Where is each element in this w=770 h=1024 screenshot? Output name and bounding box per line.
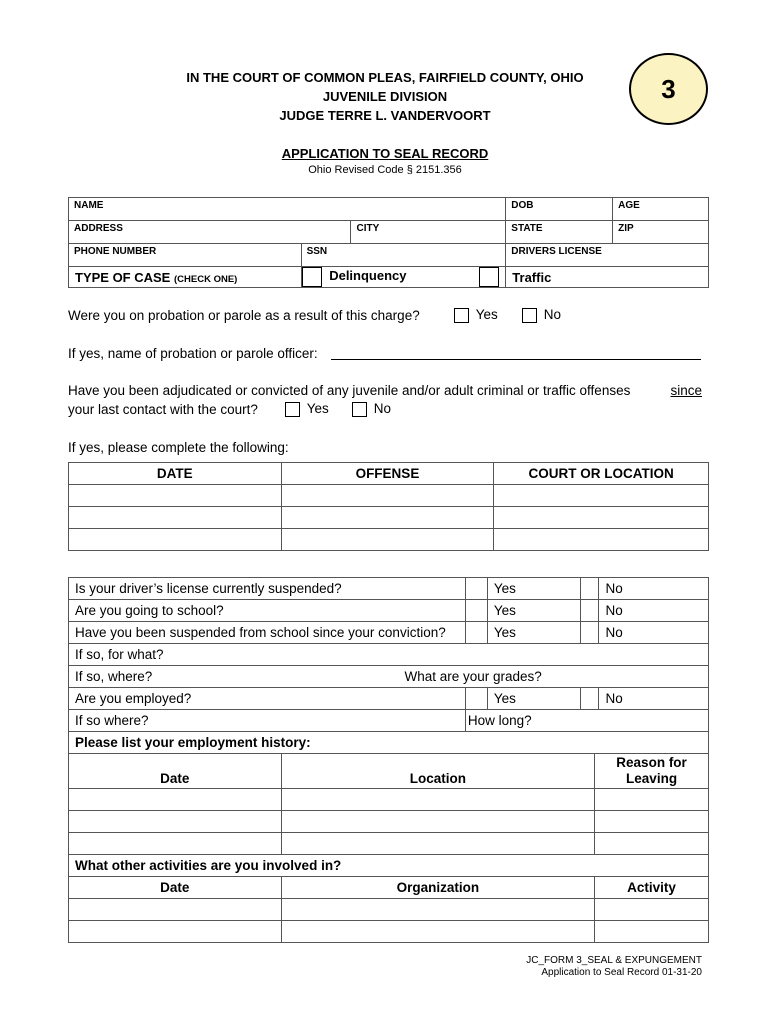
adjudicated-yes-checkbox[interactable] [285,402,300,417]
table-cell[interactable] [494,485,709,507]
school-yes-checkbox[interactable] [465,600,487,622]
employed-no-checkbox[interactable] [581,688,599,710]
table-cell[interactable] [69,833,282,855]
ssn-field[interactable]: SSN [301,244,506,267]
zip-field[interactable]: ZIP [613,221,709,244]
form-number-badge: 3 [629,53,708,125]
school-no-checkbox[interactable] [581,600,599,622]
emp-col-location: Location [281,754,595,789]
employment-history-heading: Please list your employment history: [69,732,709,754]
court-heading: IN THE COURT OF COMMON PLEAS, FAIRFIELD COUNTY, OHIO [186,70,584,85]
suspended-no-label: No [599,622,709,644]
school-suspended-question: Have you been suspended from school since your conviction? [69,622,466,644]
type-of-case-label: TYPE OF CASE (CHECK ONE) [69,267,302,288]
city-field[interactable]: CITY [351,221,506,244]
probation-yes-option[interactable]: Yes [454,307,498,323]
employment-table [68,753,709,943]
table-cell[interactable] [281,833,595,855]
table-cell[interactable] [494,507,709,529]
school-where-label: If so, where? [75,669,153,684]
table-row [69,789,709,811]
license-no-label: No [599,578,709,600]
license-yes-label: Yes [487,578,581,600]
delinquency-checkbox[interactable] [302,267,322,287]
school-yes-label: Yes [487,600,581,622]
table-cell[interactable] [69,485,282,507]
probation-yes-checkbox[interactable] [454,308,469,323]
adjudicated-question: Have you been adjudicated or convicted of any juvenile and/or adult criminal or traffic offenses since [68,383,702,398]
age-field[interactable]: AGE [613,198,709,221]
adjudicated-no-option[interactable]: No [352,401,391,417]
table-cell[interactable] [69,507,282,529]
table-cell[interactable] [595,789,709,811]
probation-no-checkbox[interactable] [522,308,537,323]
table-row [69,899,709,921]
act-col-organization: Organization [281,877,595,899]
table-cell[interactable] [281,529,494,551]
for-what-field[interactable]: If so, for what? [69,644,709,666]
table-row [69,833,709,855]
table-cell[interactable] [281,811,595,833]
probation-question: Were you on probation or parole as a result of this charge? [68,308,420,323]
adjudicated-yes-option[interactable]: Yes [285,401,329,417]
footer-form-id: JC_FORM 3_SEAL & EXPUNGEMENT [526,955,702,966]
table-cell[interactable] [281,789,595,811]
employed-question: Are you employed? [69,688,466,710]
form-title: APPLICATION TO SEAL RECORD [281,146,489,161]
emp-col-date: Date [69,754,282,789]
license-yes-checkbox[interactable] [465,578,487,600]
suspended-yes-checkbox[interactable] [465,622,487,644]
table-row [69,485,709,507]
table-cell[interactable] [595,833,709,855]
table-cell[interactable] [69,529,282,551]
officer-label: If yes, name of probation or parole officer: [68,346,318,361]
name-field[interactable]: NAME [69,198,506,221]
officer-name-line[interactable] [331,344,701,360]
traffic-checkbox[interactable] [479,267,499,287]
form-subtitle: Ohio Revised Code § 2151.356 [308,164,462,176]
address-field[interactable]: ADDRESS [69,221,351,244]
school-question: Are you going to school? [69,600,466,622]
table-row [69,529,709,551]
col-offense: OFFENSE [281,463,494,485]
phone-field[interactable]: PHONE NUMBER [69,244,302,267]
col-court-location: COURT OR LOCATION [494,463,709,485]
activities-heading: What other activities are you involved in? [69,855,709,877]
delinquency-option[interactable]: Delinquency [301,267,506,288]
table-cell[interactable] [69,899,282,921]
table-row [69,921,709,943]
table-cell[interactable] [494,529,709,551]
emp-col-reason: Reason for Leaving [595,754,709,789]
footer-form-date: Application to Seal Record 01-31-20 [541,967,702,978]
table-cell[interactable] [69,789,282,811]
adjudicated-no-checkbox[interactable] [352,402,367,417]
school-where-row[interactable] [69,666,709,688]
grades-label: What are your grades? [404,669,542,684]
table-row [69,811,709,833]
act-col-activity: Activity [595,877,709,899]
division-heading: JUVENILE DIVISION [322,89,448,104]
offense-table [68,462,709,551]
suspended-no-checkbox[interactable] [581,622,599,644]
suspended-yes-label: Yes [487,622,581,644]
drivers-license-field[interactable]: DRIVERS LICENSE [506,244,709,267]
complete-instruction: If yes, please complete the following: [68,440,289,455]
table-cell[interactable] [69,921,282,943]
col-date: DATE [69,463,282,485]
dob-field[interactable]: DOB [506,198,613,221]
probation-no-option[interactable]: No [522,307,561,323]
table-cell[interactable] [595,899,709,921]
traffic-option[interactable]: Traffic [506,267,709,288]
judge-heading: JUDGE TERRE L. VANDERVOORT [279,108,491,123]
adjudicated-question-cont: your last contact with the court? [68,402,258,417]
state-field[interactable]: STATE [506,221,613,244]
table-cell[interactable] [281,899,595,921]
work-where-field[interactable]: If so where? [69,710,466,732]
table-row [69,507,709,529]
details-table [68,577,709,754]
table-cell[interactable] [69,811,282,833]
personal-info-table [68,197,709,288]
employed-no-label: No [599,688,709,710]
employed-yes-label: Yes [487,688,581,710]
how-long-field[interactable]: How long? [465,710,708,732]
act-col-date: Date [69,877,282,899]
table-cell[interactable] [595,811,709,833]
table-cell[interactable] [281,507,494,529]
table-cell[interactable] [281,921,595,943]
license-suspended-question: Is your driver’s license currently suspended? [69,578,466,600]
employed-yes-checkbox[interactable] [465,688,487,710]
license-no-checkbox[interactable] [581,578,599,600]
table-cell[interactable] [595,921,709,943]
table-cell[interactable] [281,485,494,507]
school-no-label: No [599,600,709,622]
